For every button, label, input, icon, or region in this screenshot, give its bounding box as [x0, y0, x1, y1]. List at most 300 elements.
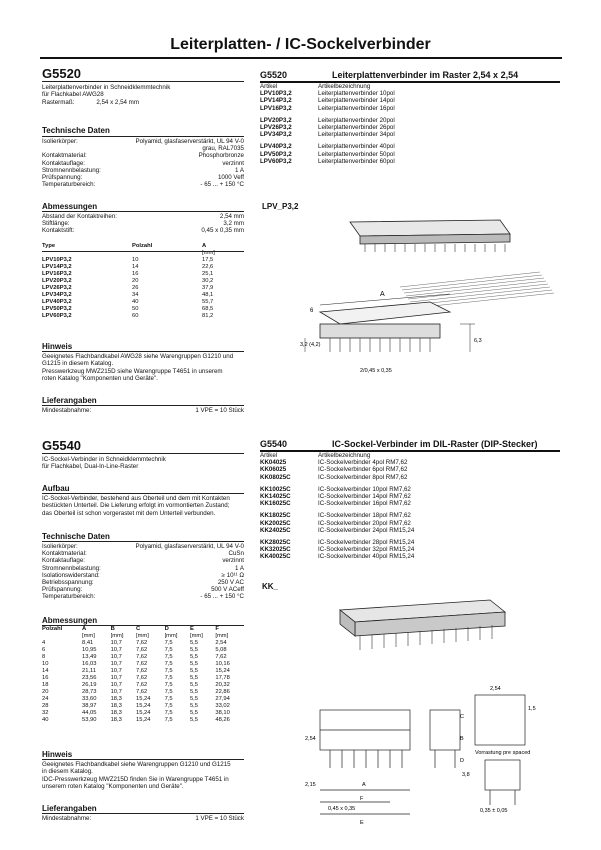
table-cell: 17,5: [202, 257, 214, 263]
dim-cell: 7,5: [164, 710, 173, 716]
dim-cell: 10,7: [110, 647, 122, 653]
dim-unit-cell: [mm]: [164, 633, 178, 639]
dim-height-label: 3,2 (4,2): [300, 342, 321, 348]
hint2-line: IDC-Presswerkzeug MWZ215D finden Sie in Warengruppe T4651 in: [42, 775, 229, 783]
dim-cell: 7,5: [164, 661, 173, 667]
dim-cell: 20,32: [215, 682, 230, 688]
article2-item-desc: IC-Sockelverbinder 32pol RM15,24: [318, 546, 415, 554]
article1-item-code: LPV60P3,2: [260, 157, 292, 165]
section1-code: G5520: [42, 66, 82, 81]
dim-254b-label: 2,54: [305, 736, 316, 742]
article2-item-code: KK20025C: [260, 519, 291, 527]
tech2-row: [42, 593, 244, 600]
article2-item-code: KK04025: [260, 459, 287, 467]
table-row: [42, 313, 244, 320]
article2-col-artikel: Artikel: [260, 452, 278, 459]
article2-item-desc: IC-Sockelverbinder 28pol RM15,24: [318, 539, 415, 547]
th-type: Type: [42, 243, 56, 249]
dim-cell: 7,62: [135, 668, 148, 674]
dim-cell: 7,5: [164, 668, 173, 674]
dim1-key: Kontaktstift:: [42, 227, 75, 235]
dim-cell: 27,94: [215, 696, 230, 702]
dim1-row: [42, 213, 244, 220]
dim-cell: 6: [42, 647, 46, 653]
hint1-line: roten Katalog "Komponenten und Geräte".: [42, 375, 158, 383]
dim-215-label: 2,15: [305, 782, 316, 788]
dim-cell: 15,24: [135, 703, 151, 709]
tech1-row: [42, 160, 244, 167]
dim-header-cell: Polzahl: [42, 626, 63, 632]
section1-desc-line1: Leiterplattenverbinder in Schneidklemmtechnik: [42, 84, 171, 91]
section1-right-code: G5520: [260, 70, 288, 80]
dim-cell: 28: [42, 703, 49, 709]
dim-cell: 40: [42, 717, 49, 723]
tech1-key: Temperaturbereich:: [42, 181, 96, 189]
table-row: [42, 292, 244, 299]
raster-value: 2,54 x 2,54 mm: [96, 98, 139, 106]
dim-cell: 18,3: [110, 710, 122, 716]
dim1-value: 3,2 mm: [223, 220, 244, 228]
tech1-value: 1 A: [235, 166, 244, 174]
dim-a2-label: A: [362, 782, 366, 788]
section1-tech-rule: [42, 136, 244, 137]
article2-item-code: KK32025C: [260, 546, 291, 554]
article1-item-desc: Leiterplattenverbinder 40pol: [318, 143, 395, 151]
dim-cell: 10,7: [110, 661, 122, 667]
section2-dim-title: Abmessungen: [42, 616, 98, 625]
article1-col-bezeichnung: Artikelbezeichnung: [318, 83, 371, 90]
table-cell: LPV40P3,2: [42, 299, 72, 305]
dim-cell: 44,05: [81, 710, 97, 716]
section2-supply-rule: [42, 813, 244, 814]
raster-label: Rastermaß:: [42, 98, 75, 106]
section2-code: G5540: [42, 438, 82, 453]
dim-row: [42, 647, 244, 654]
section1-tech-title: Technische Daten: [42, 126, 110, 135]
table-cell: LPV60P3,2: [42, 313, 72, 319]
section2-article-list: [260, 452, 414, 561]
dim-cell: 10,7: [110, 689, 122, 695]
dim-cell: 10,7: [110, 675, 122, 681]
table-cell: LPV26P3,2: [42, 285, 72, 291]
dim-cell: 7,62: [135, 654, 148, 660]
tech2-value: 250 V AC: [217, 578, 244, 586]
article1-item-desc: Leiterplattenverbinder 60pol: [318, 157, 395, 165]
article2-item: [260, 553, 414, 560]
dim-cell: 7,62: [135, 640, 148, 646]
supply2-key: Mindestabnahme:: [42, 815, 92, 822]
dim-cell: 7,62: [135, 682, 148, 688]
article2-item-code: KK18025C: [260, 512, 291, 520]
dim-cell: 13,49: [81, 654, 97, 660]
article1-item-desc: Leiterplattenverbinder 20pol: [318, 116, 395, 124]
dim-38-label: 3,8: [462, 772, 470, 778]
section1-hint-title: Hinweis: [42, 342, 73, 351]
article2-col-bezeichnung: Artikelbezeichnung: [318, 452, 371, 459]
section1-image-label: LPV_P3,2: [262, 202, 299, 211]
article1-item: [260, 105, 395, 112]
dim-cell: 15,24: [215, 668, 230, 674]
dim-unit-cell: [mm]: [81, 633, 95, 639]
build2-line: bestückten Unterteil. Die Lieferung erfolgt im vormontierten Zustand;: [42, 502, 230, 510]
dim-cell: 7,5: [164, 682, 173, 688]
tech1-row: [42, 145, 244, 152]
article1-item-code: LPV40P3,2: [260, 143, 292, 151]
dim1-value: 2,54 mm: [219, 213, 244, 220]
dim-cell: 7,5: [164, 696, 173, 702]
table-cell: 50: [132, 306, 139, 312]
section2-right-title: IC-Sockel-Verbinder im DIL-Raster (DIP-Stecker): [332, 439, 538, 449]
pre-spaced-label: Vorrastung pre spaced: [475, 750, 531, 756]
tech1-value: grau, RAL7035: [202, 145, 244, 153]
table-row: [42, 306, 244, 313]
table-cell: LPV14P3,2: [42, 264, 72, 270]
dim-cell: 38,97: [81, 703, 97, 709]
tech2-row: [42, 550, 244, 557]
section2-right-code: G5540: [260, 439, 288, 449]
table-cell: 81,2: [202, 313, 214, 319]
hint1-line: G1215 in diesem Katalog.: [42, 360, 114, 368]
table-cell: LPV20P3,2: [42, 278, 72, 284]
article1-col-artikel: Artikel: [260, 83, 278, 90]
table-row: [42, 285, 244, 292]
dim-pin-label: 2/0,45 x 0,35: [360, 368, 392, 374]
article1-header: [260, 83, 395, 90]
section2-hint-title: Hinweis: [42, 750, 73, 759]
tech1-key: Kontaktmaterial:: [42, 152, 87, 160]
article2-item-code: KK24025C: [260, 526, 291, 534]
tech2-value: ≥ 10¹¹ Ω: [221, 571, 244, 579]
dim-row: [42, 682, 244, 689]
dim-row: [42, 654, 244, 661]
tech1-row: [42, 152, 244, 159]
lpv-connector-drawing: [300, 212, 560, 392]
dim-cell: 7,5: [164, 689, 173, 695]
dim-cell: 5,5: [189, 654, 199, 660]
section2-build-title: Aufbau: [42, 484, 70, 493]
article2-item-code: KK08025C: [260, 473, 291, 481]
dim-row: [42, 703, 244, 710]
tech2-key: Stromnennbelastung:: [42, 564, 101, 572]
dim-cell: 14: [42, 668, 49, 674]
article1-item: [260, 151, 395, 158]
article2-item-desc: IC-Sockelverbinder 18pol RM7,62: [318, 512, 411, 520]
dim-cell: 22,86: [215, 689, 230, 695]
dim-035-label: 0,35 ± 0,05: [480, 808, 508, 814]
tech2-row: [42, 543, 244, 550]
table-row: [42, 278, 244, 285]
article1-item-code: LPV34P3,2: [260, 131, 292, 139]
article1-item: [260, 117, 395, 124]
title-rule: [40, 57, 562, 59]
article2-item-desc: IC-Sockelverbinder 24pol RM15,24: [318, 526, 415, 534]
section2-desc-line1: IC-Sockel-Verbinder in Schneidklemmtechnik: [42, 456, 166, 463]
table-cell: LPV34P3,2: [42, 292, 72, 298]
section1-type-table: [42, 243, 244, 320]
table-row: [42, 299, 244, 306]
table-cell: 14: [132, 264, 139, 270]
article1-item-desc: Leiterplattenverbinder 50pol: [318, 150, 395, 158]
tech2-row: [42, 565, 244, 572]
section1-rule: [42, 81, 244, 82]
dim-cell: 5,08: [215, 647, 227, 653]
article2-header: [260, 452, 414, 459]
dim-cell: 18,3: [110, 696, 122, 702]
table-row: [42, 264, 244, 271]
dim-cell: 10,7: [110, 682, 122, 688]
section2-image-label: KK_: [262, 582, 279, 591]
dim-cell: 2,54: [215, 640, 227, 646]
section1-raster: [42, 99, 170, 106]
table-row: [42, 257, 244, 264]
dim-unit-cell: [mm]: [135, 633, 149, 639]
table-header-row: [42, 243, 244, 250]
th-a: A: [202, 243, 207, 249]
article2-item: [260, 474, 414, 481]
hint1-line: Presswerkzeug MWZ215D siehe Warengruppe T4651 in unserem: [42, 367, 223, 375]
tech1-row: [42, 138, 244, 145]
dim-cell: 7,5: [164, 703, 173, 709]
tech2-key: Temperaturbereich:: [42, 593, 96, 601]
article2-item: [260, 466, 414, 473]
th-polzahl: Polzahl: [132, 243, 153, 249]
section1-dim-list: [42, 213, 244, 235]
tech1-value: 1000 Veff: [217, 173, 244, 181]
dim-d-label: D: [460, 758, 464, 764]
dim-cell: 17,78: [215, 675, 230, 681]
supply2-value: 1 VPE = 10 Stück: [195, 815, 244, 822]
dim-cell: 5,5: [189, 640, 199, 646]
th-unit: [mm]: [202, 250, 215, 256]
dim-row: [42, 717, 244, 724]
dim-cell: 7,5: [164, 647, 173, 653]
dim-row: [42, 661, 244, 668]
article2-item: [260, 520, 414, 527]
dim-cell: 24: [42, 696, 49, 702]
dim-cell: 4: [42, 640, 46, 646]
tech2-row: [42, 586, 244, 593]
dim-cell: 5,5: [189, 710, 199, 716]
dim-cell: 5,5: [189, 717, 199, 723]
dim-cell: 48,26: [215, 717, 230, 723]
article1-item-desc: Leiterplattenverbinder 10pol: [318, 90, 395, 98]
section1-hint-rule: [42, 351, 244, 352]
dim-cell: 7,5: [164, 654, 173, 660]
dim-cell: 20: [42, 689, 49, 695]
table-cell: 20: [132, 278, 139, 284]
tech1-key: Stromnennbelastung:: [42, 166, 101, 174]
tech1-value: verzinnt: [222, 159, 244, 167]
table-cell: 34: [132, 292, 139, 298]
dim-cell: 7,62: [135, 647, 148, 653]
section2-dim-table: [42, 626, 244, 724]
supply-key: Mindestabnahme:: [42, 407, 92, 414]
table-row: [42, 271, 244, 278]
article2-item-code: KK16025C: [260, 500, 291, 508]
dim-cell: 15,24: [135, 717, 151, 723]
dim-row: [42, 675, 244, 682]
dim-cell: 33,02: [215, 703, 230, 709]
article1-item: [260, 143, 395, 150]
dim-cell: 7,5: [164, 675, 173, 681]
article2-item: [260, 512, 414, 519]
section1-desc: [42, 84, 170, 106]
tech1-key: Isolierkörper:: [42, 138, 78, 145]
tech2-value: 1 A: [235, 564, 244, 572]
dim-cell: 15,24: [135, 710, 151, 716]
article2-item-code: KK14025C: [260, 493, 291, 501]
dim-cell: 15,24: [135, 696, 151, 702]
article2-item-desc: IC-Sockelverbinder 20pol RM7,62: [318, 519, 411, 527]
dim-254-label: 2,54: [490, 686, 501, 692]
dim-045-label: 0,45 x 0,35: [328, 806, 356, 812]
tech1-row: [42, 167, 244, 174]
section2-desc: [42, 456, 166, 471]
dim-e-label: E: [360, 820, 364, 826]
section2-hint: [42, 761, 252, 791]
table-cell: 55,7: [202, 299, 214, 305]
dim-cell: 7,62: [135, 661, 148, 667]
table-cell: LPV16P3,2: [42, 271, 72, 277]
table-cell: 37,9: [202, 285, 214, 291]
dim-header-cell: D: [164, 626, 169, 632]
article1-item: [260, 97, 395, 104]
dim-cell: 5,5: [189, 661, 199, 667]
article2-item-desc: IC-Sockelverbinder 40pol RM15,24: [318, 553, 415, 561]
dim-row: [42, 668, 244, 675]
tech2-value: 500 V ACeff: [211, 586, 244, 594]
section2-rule: [42, 453, 244, 454]
tech2-row: [42, 579, 244, 586]
tech2-key: Prüfspannung:: [42, 586, 83, 594]
dim-cell: 10,7: [110, 640, 122, 646]
article2-item: [260, 500, 414, 507]
tech2-key: Kontaktauflage:: [42, 557, 86, 565]
dim-cell: 53,90: [81, 717, 97, 723]
dim-f-label: F: [360, 796, 364, 802]
table-head-rule: [42, 251, 244, 252]
dim-cell: 7,62: [135, 689, 148, 695]
dim-cell: 5,5: [189, 675, 199, 681]
tech2-key: Isolierkörper:: [42, 543, 78, 550]
dim-cell: 5,5: [189, 647, 199, 653]
dim-unit-row: [42, 633, 244, 640]
dim-unit-cell: [mm]: [110, 633, 124, 639]
tech2-value: CuSn: [228, 550, 244, 558]
dim-c-label: C: [460, 714, 464, 720]
article1-item-code: LPV50P3,2: [260, 150, 292, 158]
tech1-key: Prüfspannung:: [42, 173, 83, 181]
article2-item-desc: IC-Sockelverbinder 14pol RM7,62: [318, 493, 411, 501]
article1-item: [260, 158, 395, 165]
section1-dim-rule: [42, 211, 244, 212]
section1-supply-title: Lieferangaben: [42, 396, 97, 405]
section2-hint-rule: [42, 759, 244, 760]
dim-cell: 10,7: [110, 668, 122, 674]
dim-header-row: [42, 626, 244, 633]
article1-item-desc: Leiterplattenverbinder 14pol: [318, 97, 395, 105]
dim-height2-label: 6,3: [474, 338, 482, 344]
section2-desc-line2: für Flachkabel, Dual-In-Line-Raster: [42, 463, 139, 471]
dim-cell: 5,5: [189, 689, 199, 695]
dim-cell: 7,62: [135, 675, 148, 681]
dim-header-cell: F: [215, 626, 219, 632]
dim-cell: 10,16: [215, 661, 230, 667]
section1-supply: [42, 407, 244, 414]
tech1-row: [42, 181, 244, 188]
dim-cell: 8,41: [81, 640, 94, 646]
dim-cell: 38,10: [215, 710, 230, 716]
dim-header-cell: A: [81, 626, 87, 632]
dim1-value: 0,45 x 0,35 mm: [201, 227, 244, 235]
article1-item: [260, 124, 395, 131]
dim-cell: 10,7: [110, 654, 122, 660]
table-cell: 16: [132, 271, 139, 277]
dim-cell: 26,19: [81, 682, 97, 688]
table-cell: 48,1: [202, 292, 214, 298]
section1-tech-list: [42, 138, 244, 188]
section2-supply-title: Lieferangaben: [42, 804, 97, 813]
tech2-key: Betriebsspannung:: [42, 578, 94, 586]
section1-dim-title: Abmessungen: [42, 202, 98, 211]
tech1-row: [42, 174, 244, 181]
tech2-value: - 65 ... + 150 °C: [200, 593, 244, 601]
section1-hint: [42, 353, 244, 383]
article2-item: [260, 486, 414, 493]
article2-item-code: KK06025: [260, 466, 287, 474]
hint2-line: unserem roten Katalog "Komponenten und Geräte".: [42, 783, 184, 791]
dim-cell: 5,5: [189, 703, 199, 709]
table-cell: 10: [132, 257, 139, 263]
tech2-row: [42, 557, 244, 564]
table-cell: LPV50P3,2: [42, 306, 72, 312]
dim-a-label: A: [380, 291, 385, 298]
tech2-key: Kontaktmaterial:: [42, 550, 87, 558]
hint2-line: Geeignetes Flachbandkabel siehe Warengruppen G1210 und G1215: [42, 761, 231, 768]
article2-item-code: KK10025C: [260, 485, 291, 493]
kk-socket-drawing: [300, 590, 560, 830]
section2-supply: [42, 815, 244, 822]
article2-item-desc: IC-Sockelverbinder 8pol RM7,62: [318, 473, 408, 481]
article1-item-desc: Leiterplattenverbinder 16pol: [318, 104, 395, 112]
table-cell: 68,5: [202, 306, 214, 312]
section2-tech-rule: [42, 541, 244, 542]
table-cell: 25,1: [202, 271, 214, 277]
dim-cell: 16,03: [81, 661, 97, 667]
article1-item-desc: Leiterplattenverbinder 34pol: [318, 131, 395, 139]
dim1-key: Abstand der Kontaktreihen:: [42, 213, 117, 220]
build2-line: das Oberteil ist schon vorgerastet mit dem Unterteil verbunden.: [42, 509, 216, 517]
dim-cell: 5,5: [189, 696, 199, 702]
dim-cell: 7,62: [215, 654, 227, 660]
dim-row: [42, 696, 244, 703]
tech1-value: Phosphorbronze: [198, 152, 244, 160]
section2-build-text: [42, 495, 252, 517]
supply-value: 1 VPE = 10 Stück: [195, 407, 244, 414]
dim-row: [42, 640, 244, 647]
dim-cell: 16: [42, 675, 49, 681]
dim-b-label: B: [460, 736, 464, 742]
dim-cell: 7,5: [164, 717, 173, 723]
dim-cell: 5,5: [189, 668, 199, 674]
dim-cell: 21,11: [81, 668, 97, 674]
dim-cell: 18,3: [110, 703, 122, 709]
article1-item-code: LPV10P3,2: [260, 90, 292, 98]
article1-item-code: LPV20P3,2: [260, 116, 292, 124]
article1-item-code: LPV26P3,2: [260, 124, 292, 132]
hint1-line: Geeignetes Flachbandkabel AWG28 siehe Warengruppen G1210 und: [42, 353, 234, 360]
table-cell: 60: [132, 313, 139, 319]
